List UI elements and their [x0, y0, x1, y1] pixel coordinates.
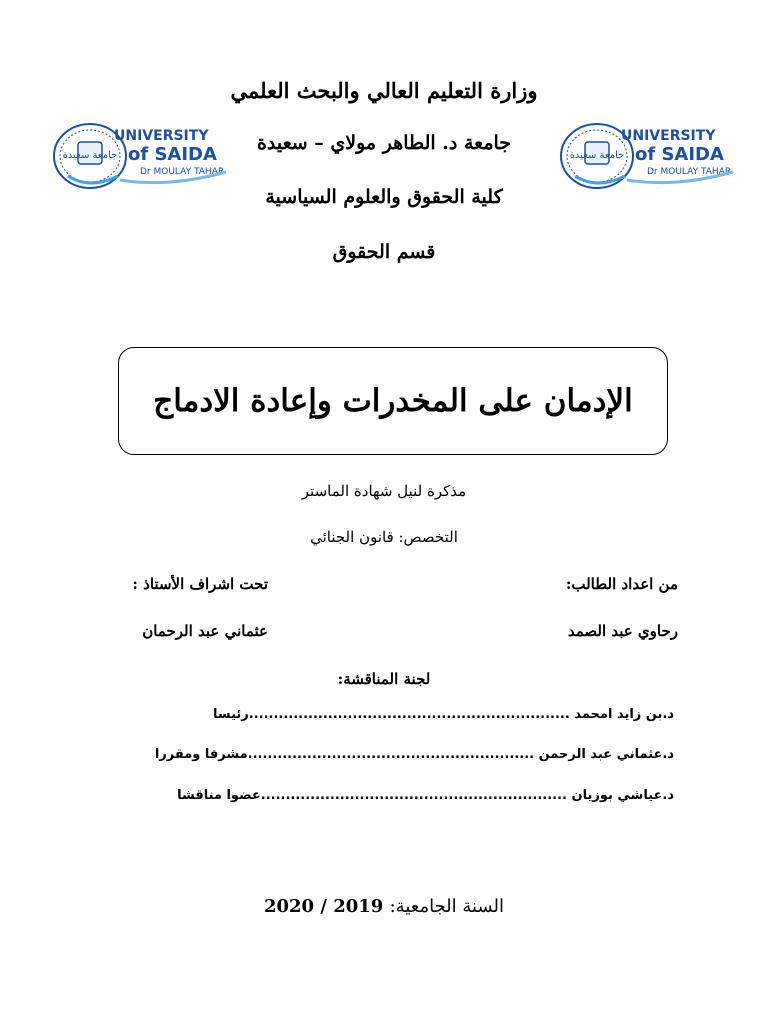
- logo-line3: Dr MOULAY TAHAR: [140, 167, 225, 177]
- thesis-title: الإدمان على المخدرات وإعادة الادماج: [153, 383, 633, 419]
- logo-line3: Dr MOULAY TAHAR: [647, 167, 732, 177]
- member-role: رئيسا: [212, 707, 249, 722]
- academic-year-start: 2019: [333, 896, 384, 917]
- logo-seal-text: جامعة سعيدة: [569, 150, 625, 161]
- academic-year-label: السنة الجامعية:: [389, 896, 505, 917]
- member-name: د.عياشي بوزيان: [571, 788, 674, 803]
- logo-line1: UNIVERSITY: [621, 128, 716, 144]
- committee-member: [155, 747, 674, 762]
- university-logo-right: [555, 118, 740, 200]
- student-label: من اعداد الطالب:: [565, 575, 678, 593]
- university-name: جامعة د. الطاهر مولاي – سعيدة: [256, 132, 512, 154]
- logo-line1: UNIVERSITY: [114, 128, 209, 144]
- specialization: التخصص: قانون الجنائي: [310, 528, 458, 546]
- member-name: د.بن زايد امحمد: [574, 707, 674, 722]
- ministry-heading: وزارة التعليم العالي والبحث العلمي: [230, 78, 538, 103]
- committee-label: لجنة المناقشة:: [337, 670, 431, 688]
- university-logo-left: [48, 118, 233, 200]
- thesis-purpose: مذكرة لنيل شهادة الماستر: [301, 482, 467, 500]
- academic-year-separator: /: [320, 896, 327, 917]
- faculty-name: كلية الحقوق والعلوم السياسية: [265, 186, 503, 208]
- member-role: عضوا مناقشا: [177, 788, 261, 803]
- logo-line2: of SAIDA: [128, 144, 217, 165]
- supervisor-label: تحت اشراف الأستاذ :: [132, 575, 268, 593]
- committee-member: [213, 707, 674, 722]
- member-role: مشرفا ومقررا: [154, 747, 248, 762]
- logo-seal-text: جامعة سعيدة: [62, 150, 118, 161]
- academic-year-end: 2020: [263, 896, 315, 917]
- committee-member: [177, 788, 674, 803]
- member-name: د.عثماني عبد الرحمن: [538, 747, 674, 762]
- member-dots: .................................................................: [248, 707, 570, 722]
- thesis-title-box: [118, 347, 668, 455]
- department-name: قسم الحقوق: [332, 241, 436, 263]
- member-dots: ..............................................................: [260, 788, 567, 803]
- logo-line2: of SAIDA: [635, 144, 724, 165]
- supervisor-name: عثماني عبد الرحمان: [142, 622, 268, 640]
- academic-year: [0, 896, 768, 917]
- member-dots: ..........................................................: [247, 747, 535, 762]
- student-name: رحاوي عبد الصمد: [567, 622, 678, 640]
